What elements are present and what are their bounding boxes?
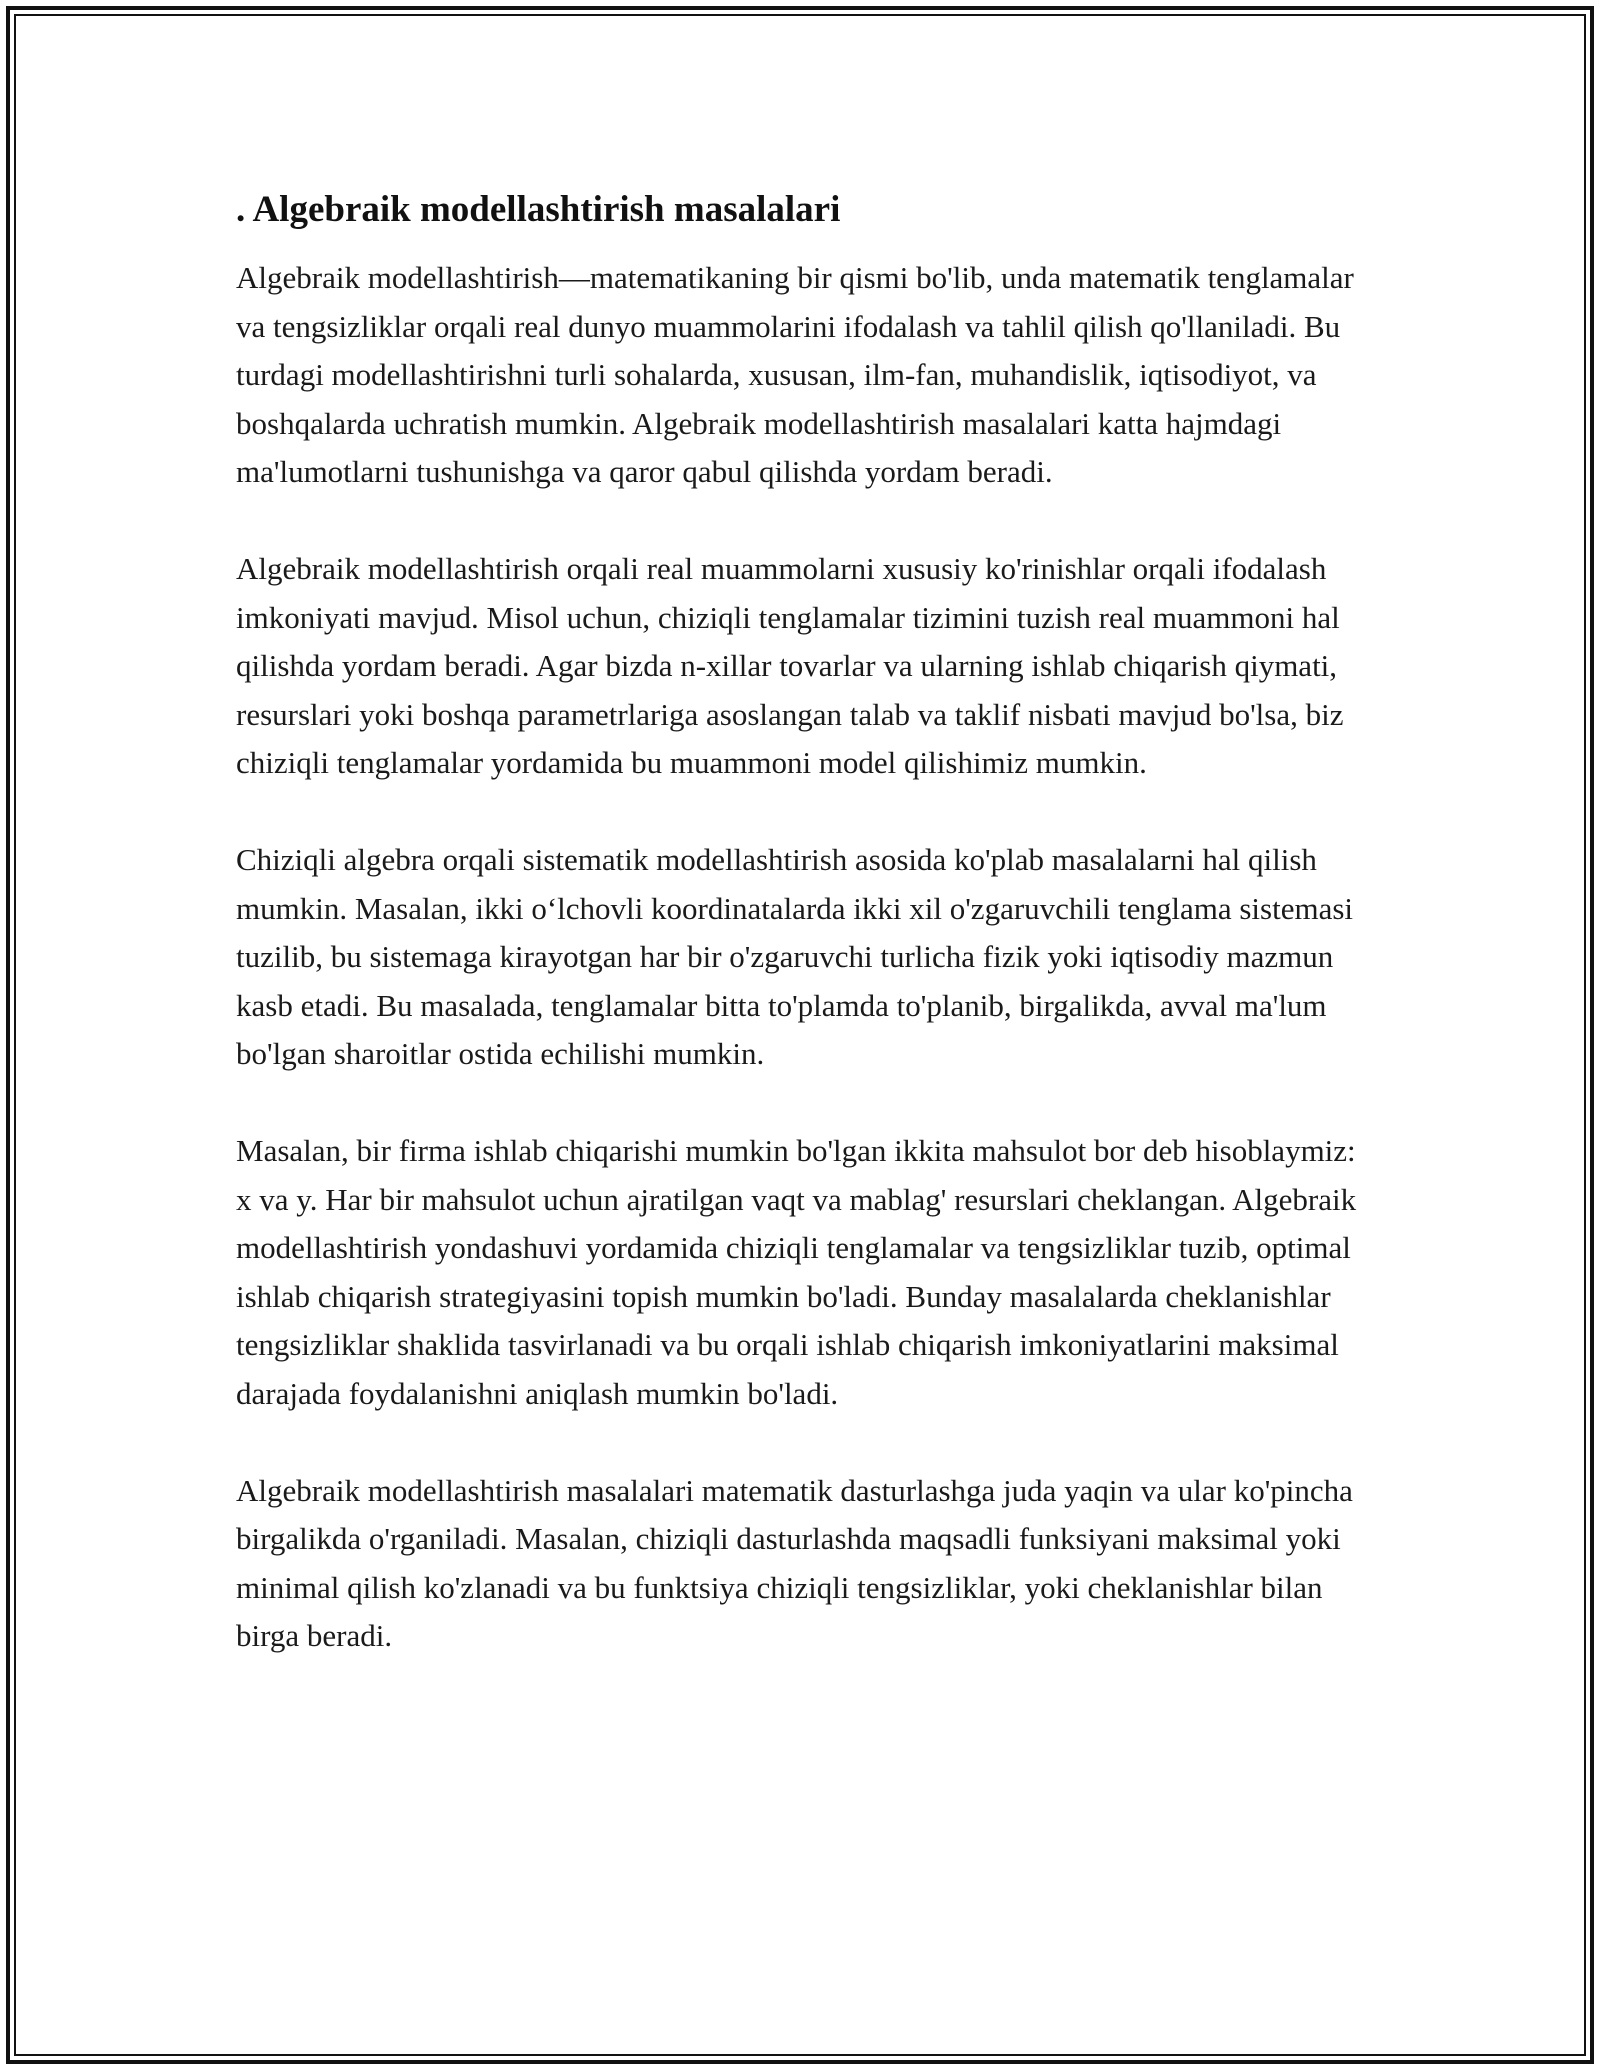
paragraph-2: Algebraik modellashtirish orqali real muammolarni xususiy ko'rinishlar orqali ifodalash imkoniyati mavjud. Misol uchun, chiziqli tenglamalar tizimini tuzish real muammoni hal qilishda yordam beradi. Agar bizda n-xillar tovarlar va ularning ishlab chiqarish qiymati, resurslari yoki boshqa parametrlariga asoslangan talab va taklif nisbati mavjud bo'lsa, biz chiziqli tenglamalar yordamida bu muammoni model qilishimiz mumkin. <box>236 551 1344 780</box>
document-body <box>236 186 1376 1709</box>
paragraph-3: Chiziqli algebra orqali sistematik modellashtirish asosida ko'plab masalalarni hal qilish mumkin. Masalan, ikki o‘lchovli koordinatalarda ikki xil o'zgaruvchili tenglama sistemasi tuzilib, bu sistemaga kirayotgan har bir o'zgaruvchi turlicha fizik yoki iqtisodiy mazmun kasb etadi. Bu masalada, tenglamalar bitta to'plamda to'planib, birgalikda, avval ma'lum bo'lgan sharoitlar ostida echilishi mumkin. <box>236 842 1354 1071</box>
paragraph-4: Masalan, bir firma ishlab chiqarishi mumkin bo'lgan ikkita mahsulot bor deb hisoblaymiz: x va y. Har bir mahsulot uchun ajratilgan vaqt va mablag' resurslari cheklangan. Algebraik modellashtirish yondashuvi yordamida chiziqli tenglamalar va tengsizliklar tuzib, optimal ishlab chiqarish strategiyasini topish mumkin bo'ladi. Bunday masalalarda cheklanishlar tengsizliklar shaklida tasvirlanadi va bu orqali ishlab chiqarish imkoniyatlarini maksimal darajada foydalanishni aniqlash mumkin bo'ladi. <box>236 1133 1357 1411</box>
paragraph-5: Algebraik modellashtirish masalalari matematik dasturlashga juda yaqin va ular ko'pincha birgalikda o'rganiladi. Masalan, chiziqli dasturlashda maqsadli funksiyani maksimal yoki minimal qilish ko'zlanadi va bu funktsiya chiziqli tengsizliklar, yoki cheklanishlar bilan birga beradi. <box>236 1472 1353 1653</box>
document-title: . Algebraik modellashtirish masalalari <box>236 189 841 230</box>
paragraph-1: Algebraik modellashtirish—matematikaning bir qismi bo'lib, unda matematik tenglamalar va tengsizliklar orqali real dunyo muammolarini ifodalash va tahlil qilish qo'llaniladi. Bu turdagi modellashtirishni turli sohalarda, xususan, ilm-fan, muhandislik, iqtisodiyot, va boshqalarda uchratish mumkin. Algebraik modellashtirish masalalari katta hajmdagi ma'lumotlarni tushunishga va qaror qabul qilishda yordam beradi. <box>236 260 1354 489</box>
